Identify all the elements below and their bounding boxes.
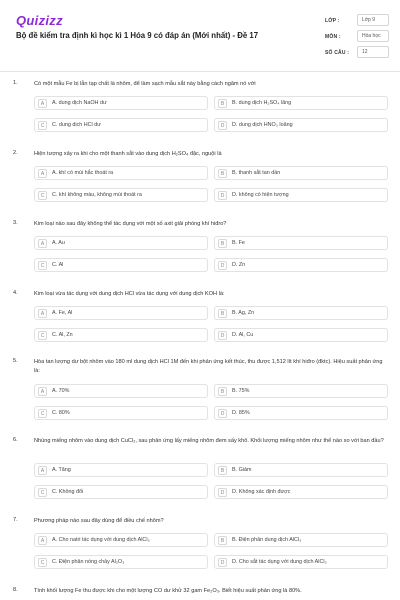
option-letter: B xyxy=(218,466,227,475)
question-number: 8. xyxy=(13,587,18,593)
question-text: Có một mẫu Fe bị lẫn tạp chất là nhôm, để làm sạch mẫu sắt này bằng cách ngâm nó với xyxy=(34,81,256,87)
option-text: D. Cho sắt tác dụng với dung dịch AlCl₃ xyxy=(232,559,327,565)
question-text: Hiện tượng xảy ra khi cho một thanh sắt vào dung dịch H₂SO₄ đặc, nguội là xyxy=(34,151,222,157)
option-c[interactable] xyxy=(34,118,208,132)
option-c[interactable] xyxy=(34,555,208,569)
option-c[interactable] xyxy=(34,258,208,272)
question-number: 3. xyxy=(13,220,18,226)
question-number: 1. xyxy=(13,80,18,86)
option-text: B. 75% xyxy=(232,388,250,394)
option-b[interactable] xyxy=(214,533,388,547)
option-c[interactable] xyxy=(34,406,208,420)
option-c[interactable] xyxy=(34,328,208,342)
meta-grade-value: Lớp 9 xyxy=(357,14,389,26)
option-b[interactable] xyxy=(214,306,388,320)
option-d[interactable] xyxy=(214,258,388,272)
meta-count-value: 12 xyxy=(357,46,389,58)
option-letter: D xyxy=(218,558,227,567)
option-letter: D xyxy=(218,191,227,200)
option-letter: A xyxy=(38,536,47,545)
option-letter: B xyxy=(218,169,227,178)
option-text: D. Zn xyxy=(232,262,246,268)
option-letter: C xyxy=(38,331,47,340)
question-text: Nhúng miếng nhôm vào dung dịch CuCl₂, sau phản ứng lấy miếng nhôm đem sấy khô. Khối lượng miếng nhôm như thế nào so với ban đầu? xyxy=(34,438,384,444)
option-d[interactable] xyxy=(214,485,388,499)
option-letter: B xyxy=(218,309,227,318)
option-letter: D xyxy=(218,121,227,130)
option-d[interactable] xyxy=(214,328,388,342)
option-letter: C xyxy=(38,558,47,567)
option-d[interactable] xyxy=(214,188,388,202)
option-text: C. Không đổi xyxy=(52,489,84,495)
question-number: 7. xyxy=(13,517,18,523)
option-d[interactable] xyxy=(214,555,388,569)
option-letter: B xyxy=(218,99,227,108)
option-letter: A xyxy=(38,466,47,475)
option-a[interactable] xyxy=(34,384,208,398)
option-a[interactable] xyxy=(34,236,208,250)
option-a[interactable] xyxy=(34,306,208,320)
option-b[interactable] xyxy=(214,96,388,110)
option-text: C. khí không màu, không mùi thoát ra xyxy=(52,192,142,198)
option-letter: A xyxy=(38,239,47,248)
option-letter: A xyxy=(38,309,47,318)
option-text: B. Ag, Zn xyxy=(232,310,255,316)
option-text: B. Fe xyxy=(232,240,245,246)
option-text: A. Cho natri tác dụng với dung dịch AlCl₃ xyxy=(52,537,150,543)
question-number: 4. xyxy=(13,290,18,296)
option-letter: C xyxy=(38,261,47,270)
option-letter: C xyxy=(38,121,47,130)
option-text: B. Điện phân dung dịch AlCl₃ xyxy=(232,537,302,543)
option-text: C. 80% xyxy=(52,410,70,416)
option-c[interactable] xyxy=(34,188,208,202)
option-letter: C xyxy=(38,409,47,418)
question-text: Phương pháp nào sau đây dùng để điều chế nhôm? xyxy=(34,518,164,524)
option-text: D. dung dịch HNO₃ loãng xyxy=(232,122,293,128)
question-text: Kim loại nào sau đây không thể tác dụng với một số axit giải phóng khí hiđro? xyxy=(34,221,227,227)
option-text: B. dung dịch H₂SO₄ lãng xyxy=(232,100,292,106)
option-letter: A xyxy=(38,169,47,178)
option-text: C. dung dịch HCl dư xyxy=(52,122,101,128)
option-text: D. Không xác định được xyxy=(232,489,291,495)
option-letter: D xyxy=(218,331,227,340)
option-letter: B xyxy=(218,387,227,396)
option-letter: B xyxy=(218,239,227,248)
option-text: D. không có hiện tượng xyxy=(232,192,289,198)
question-text: Hòa tan lượng dư bột nhôm vào 180 ml dung dịch HCl 1M đến khi phản ứng kết thúc, thu được 1,512 lít khí hiđro (đktc). Hiệu suất phản ứng là: xyxy=(34,359,383,374)
option-letter: A xyxy=(38,387,47,396)
option-b[interactable] xyxy=(214,463,388,477)
document-header xyxy=(0,0,400,72)
option-a[interactable] xyxy=(34,96,208,110)
option-letter: A xyxy=(38,99,47,108)
option-a[interactable] xyxy=(34,533,208,547)
option-text: C. Điện phân nóng chảy Al₂O₃ xyxy=(52,559,125,565)
option-letter: C xyxy=(38,191,47,200)
question-number: 5. xyxy=(13,358,18,364)
meta-grade-label: LỚP : xyxy=(325,18,340,24)
option-text: A. dung dịch NaOH dư xyxy=(52,100,107,106)
option-b[interactable] xyxy=(214,384,388,398)
question-text: Tính khối lượng Fe thu được khi cho một lượng CO dư khử 32 gam Fe₂O₃. Biết hiệu suất phản ứng là 80%. xyxy=(34,588,302,594)
option-text: D. Al, Cu xyxy=(232,332,254,338)
option-text: A. Fe, Al xyxy=(52,310,73,316)
question-text: Kim loại vừa tác dụng với dung dịch HCl vừa tác dụng với dung dịch KOH là: xyxy=(34,291,225,297)
option-letter: D xyxy=(218,261,227,270)
option-a[interactable] xyxy=(34,463,208,477)
question-number: 6. xyxy=(13,437,18,443)
option-text: C. Al, Zn xyxy=(52,332,73,338)
option-text: C. Al xyxy=(52,262,64,268)
option-a[interactable] xyxy=(34,166,208,180)
option-d[interactable] xyxy=(214,406,388,420)
option-text: B. thanh sắt tan dần xyxy=(232,170,281,176)
option-text: A. Au xyxy=(52,240,65,246)
meta-subject-value: Hóa học xyxy=(357,30,389,42)
option-text: A. 70% xyxy=(52,388,70,394)
option-text: D. 85% xyxy=(232,410,250,416)
option-c[interactable] xyxy=(34,485,208,499)
option-letter: B xyxy=(218,536,227,545)
question-number: 2. xyxy=(13,150,18,156)
option-text: B. Giảm xyxy=(232,467,252,473)
option-letter: C xyxy=(38,488,47,497)
meta-count-label: SỐ CÂU : xyxy=(325,50,350,56)
option-letter: D xyxy=(218,488,227,497)
option-b[interactable] xyxy=(214,236,388,250)
quizizz-logo: Quizizz xyxy=(16,13,63,28)
meta-subject-label: MÔN : xyxy=(325,34,341,40)
option-text: A. khí có mùi hắc thoát ra xyxy=(52,170,114,176)
document-title: Bộ đề kiểm tra định kì học kì 1 Hóa 9 có đáp án (Mới nhất) - Đề 17 xyxy=(16,31,259,40)
option-letter: D xyxy=(218,409,227,418)
option-b[interactable] xyxy=(214,166,388,180)
option-text: A. Tăng xyxy=(52,467,71,473)
option-d[interactable] xyxy=(214,118,388,132)
